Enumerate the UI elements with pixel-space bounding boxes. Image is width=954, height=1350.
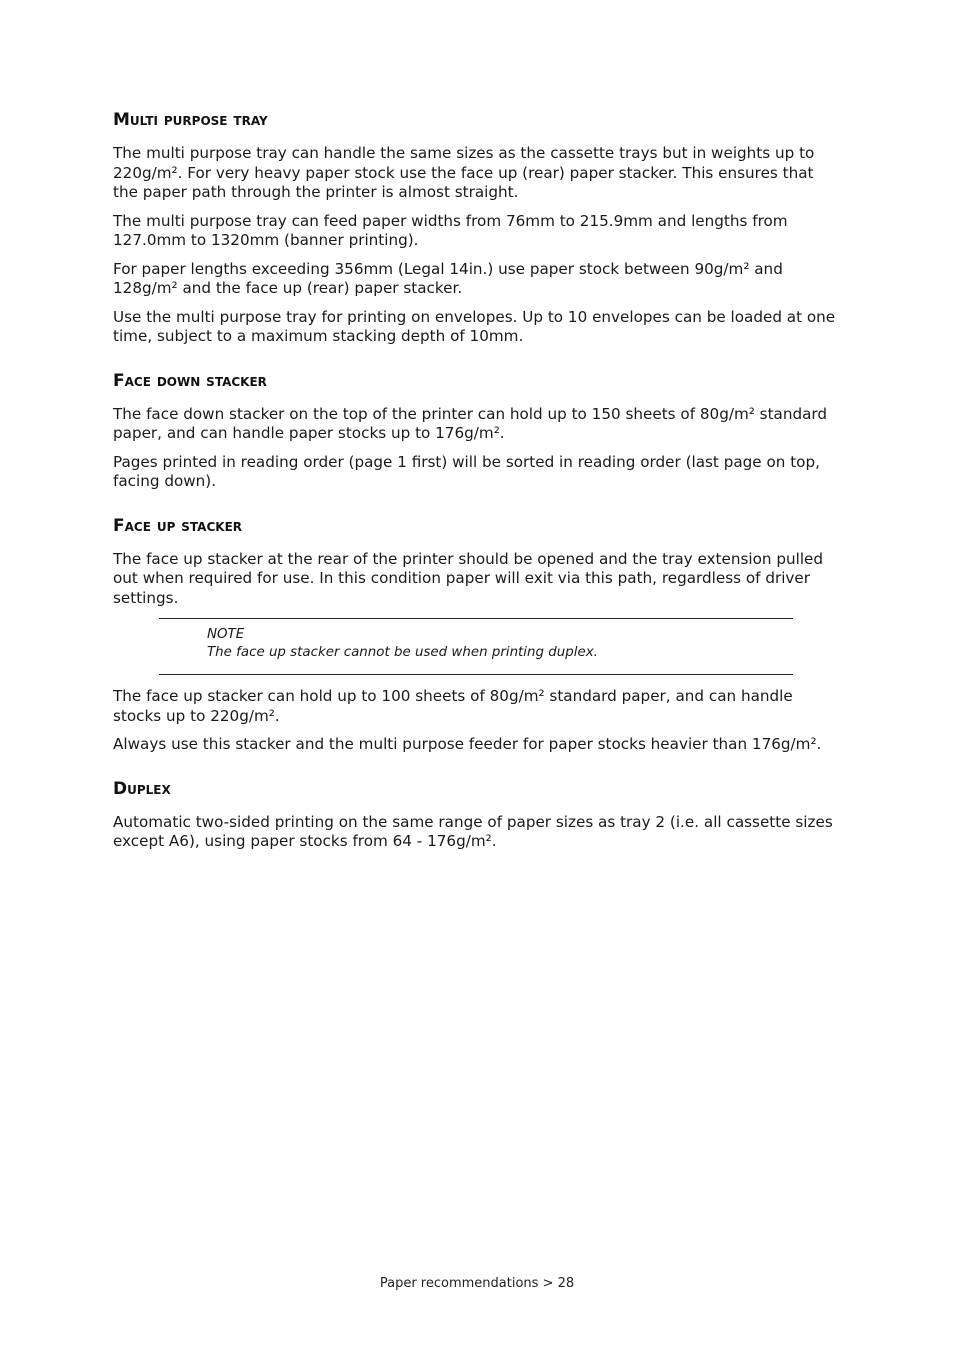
- section-face-down-stacker: [113, 369, 841, 492]
- section-face-up-stacker: [113, 514, 841, 755]
- page-footer: Paper recommendations > 28: [379, 1276, 575, 1291]
- paragraph: The multi purpose tray can handle the same sizes as the cassette trays but in weights up to 220g/m². For very heavy paper stock use the face up (rear) paper stacker. This ensures that the paper path through the printer is almost straight.: [113, 144, 815, 201]
- note-box: [159, 618, 793, 675]
- section-duplex: [113, 777, 841, 852]
- paragraph: Automatic two-sided printing on the same range of paper sizes as tray 2 (i.e. all cassette sizes except A6), using paper stocks from 64 - 176g/m².: [113, 812, 833, 850]
- note-label: NOTE: [207, 627, 245, 642]
- section-heading: Duplex: [113, 778, 171, 799]
- paragraph: The face down stacker on the top of the printer can hold up to 150 sheets of 80g/m² standard paper, and can handle paper stocks up to 176g/m².: [113, 404, 828, 442]
- section-multi-purpose-tray: [113, 108, 841, 347]
- paragraph: The face up stacker can hold up to 100 sheets of 80g/m² standard paper, and can handle stocks up to 220g/m².: [113, 687, 793, 725]
- section-heading: Face down stacker: [113, 370, 267, 391]
- paragraph: The face up stacker at the rear of the printer should be opened and the tray extension pulled out when required for use. In this condition paper will exit via this path, regardless of driver settings.: [113, 549, 824, 607]
- section-heading: Face up stacker: [113, 515, 243, 536]
- paragraph: The multi purpose tray can feed paper widths from 76mm to 215.9mm and lengths from 127.0mm to 1320mm (banner printing).: [113, 211, 788, 249]
- note-text: The face up stacker cannot be used when printing duplex.: [207, 645, 598, 660]
- paragraph: For paper lengths exceeding 356mm (Legal 14in.) use paper stock between 90g/m² and 128g/m² and the face up (rear) paper stacker.: [113, 259, 783, 297]
- paragraph: Always use this stacker and the multi purpose feeder for paper stocks heavier than 176g/m².: [113, 735, 822, 753]
- section-heading: Multi purpose tray: [113, 110, 268, 130]
- page-content: [113, 108, 841, 874]
- paragraph: Pages printed in reading order (page 1 first) will be sorted in reading order (last page on top, facing down).: [113, 452, 820, 490]
- paragraph: Use the multi purpose tray for printing on envelopes. Up to 10 envelopes can be loaded at one time, subject to a maximum stacking depth of 10mm.: [113, 307, 836, 345]
